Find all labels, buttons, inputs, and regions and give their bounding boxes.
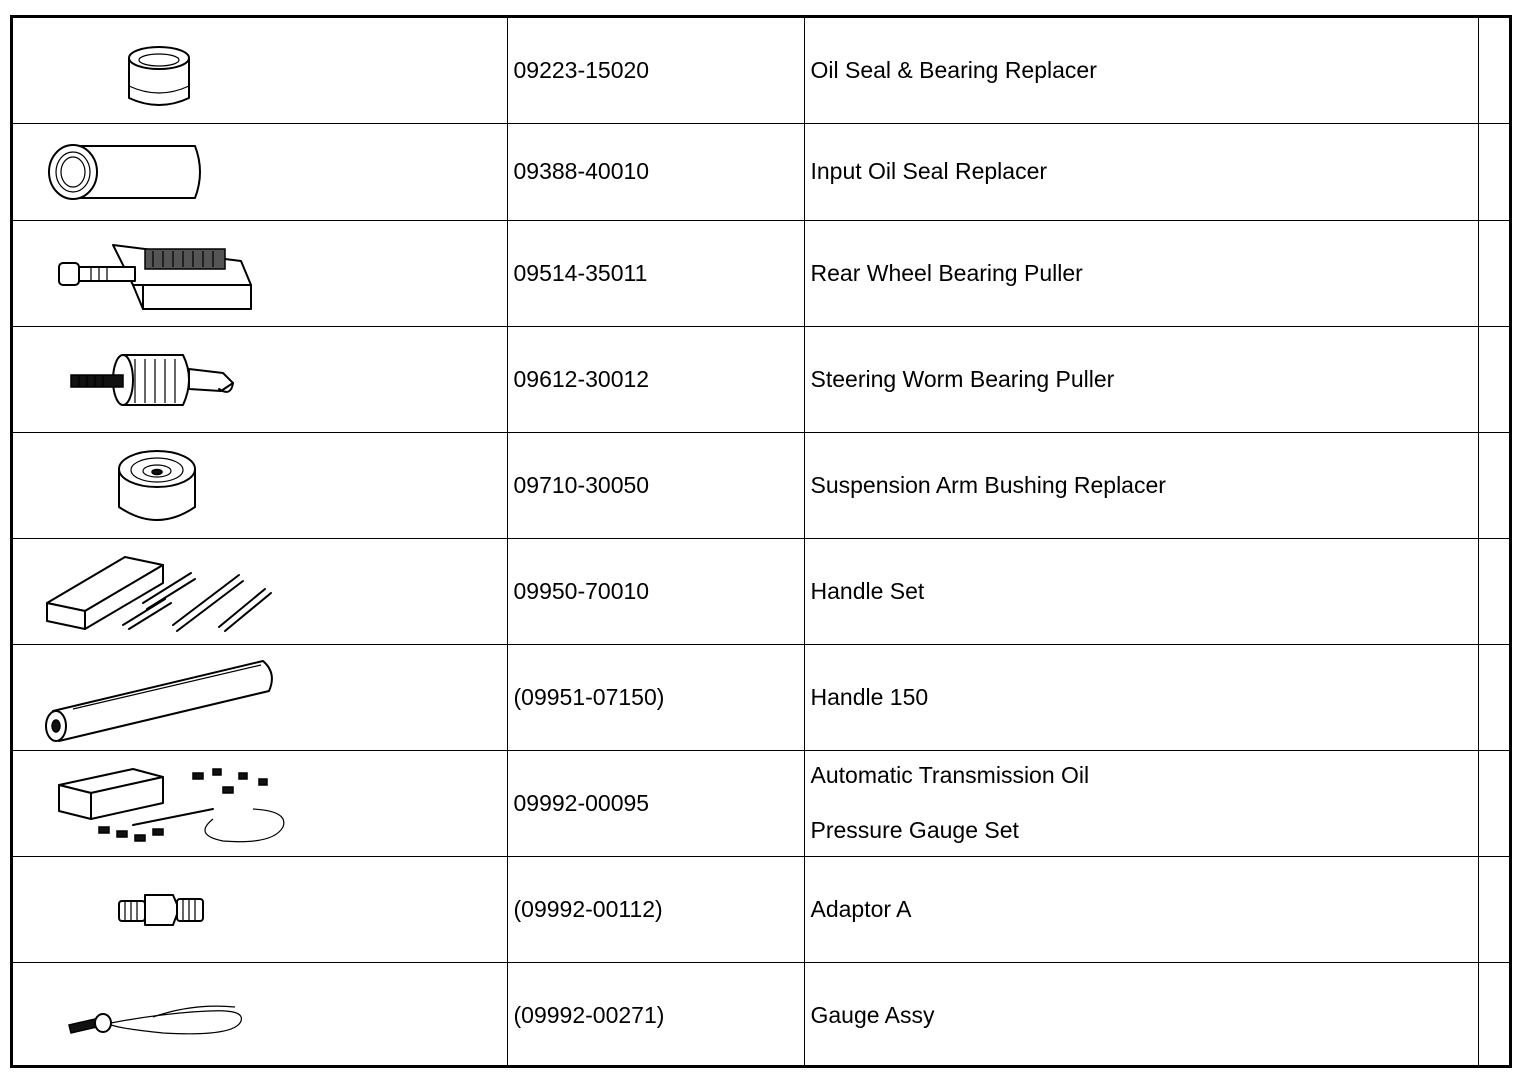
illustration-cell (13, 962, 507, 1068)
illustration-cell (13, 123, 507, 220)
part-number: (09992-00271) (507, 962, 804, 1068)
note-cell (1478, 123, 1509, 220)
special-service-tools-table (13, 18, 1509, 1068)
table-row (13, 856, 1509, 962)
rear-wheel-bearing-puller-icon (13, 225, 507, 321)
part-number: 09992-00095 (507, 750, 804, 856)
table-row (13, 18, 1509, 123)
oil-seal-bearing-replacer-icon (13, 22, 507, 118)
part-number: 09388-40010 (507, 123, 804, 220)
part-number: 09514-35011 (507, 220, 804, 326)
illustration-cell (13, 432, 507, 538)
tool-name-cell (804, 750, 1478, 856)
note-cell (1478, 220, 1509, 326)
illustration-cell (13, 220, 507, 326)
table-row (13, 962, 1509, 1068)
oil-pressure-gauge-set-icon (13, 755, 507, 851)
tool-name: Rear Wheel Bearing Puller (804, 220, 1478, 326)
tool-name: Handle 150 (804, 644, 1478, 750)
illustration-cell (13, 18, 507, 123)
handle-150-icon (13, 649, 507, 745)
note-cell (1478, 644, 1509, 750)
note-cell (1478, 856, 1509, 962)
part-number: 09950-70010 (507, 538, 804, 644)
part-number: 09223-15020 (507, 18, 804, 123)
adaptor-icon (13, 861, 507, 957)
illustration-cell (13, 750, 507, 856)
tool-name: Input Oil Seal Replacer (804, 123, 1478, 220)
illustration-cell (13, 644, 507, 750)
table-row (13, 538, 1509, 644)
tool-name: Gauge Assy (804, 962, 1478, 1068)
note-cell (1478, 18, 1509, 123)
handle-set-icon (13, 543, 507, 639)
input-oil-seal-replacer-icon (13, 124, 507, 220)
note-cell (1478, 962, 1509, 1068)
table-row (13, 326, 1509, 432)
tool-name-line: Automatic Transmission Oil (810, 762, 1090, 788)
tool-name: Handle Set (804, 538, 1478, 644)
table-row (13, 644, 1509, 750)
tool-name-line: Pressure Gauge Set (810, 817, 1019, 843)
table-row (13, 123, 1509, 220)
note-cell (1478, 432, 1509, 538)
gauge-assy-icon (13, 967, 507, 1063)
tool-name: Suspension Arm Bushing Replacer (804, 432, 1478, 538)
part-number: (09992-00112) (507, 856, 804, 962)
illustration-cell (13, 538, 507, 644)
table-row (13, 750, 1509, 856)
note-cell (1478, 538, 1509, 644)
part-number: (09951-07150) (507, 644, 804, 750)
suspension-arm-bushing-replacer-icon (13, 437, 507, 533)
note-cell (1478, 750, 1509, 856)
table-row (13, 220, 1509, 326)
tool-table-frame (10, 15, 1512, 1068)
table-row (13, 432, 1509, 538)
illustration-cell (13, 856, 507, 962)
illustration-cell (13, 326, 507, 432)
steering-worm-bearing-puller-icon (13, 331, 507, 427)
tool-name: Adaptor A (804, 856, 1478, 962)
part-number: 09612-30012 (507, 326, 804, 432)
tool-name: Steering Worm Bearing Puller (804, 326, 1478, 432)
part-number: 09710-30050 (507, 432, 804, 538)
note-cell (1478, 326, 1509, 432)
tool-name: Oil Seal & Bearing Replacer (804, 18, 1478, 123)
